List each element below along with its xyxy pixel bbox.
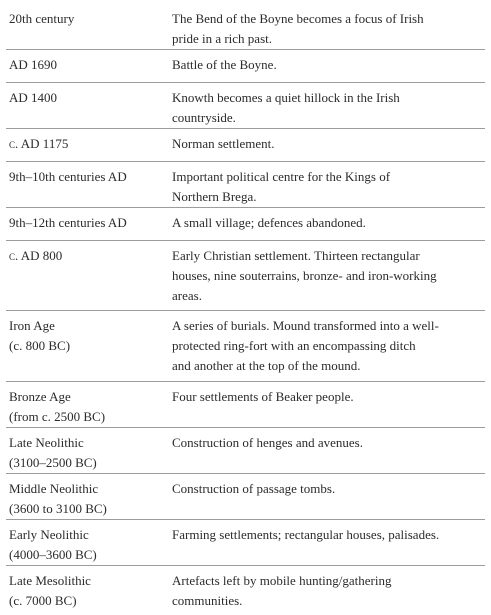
row-event [172,520,485,565]
date-line: Late Neolithic [9,435,84,450]
row-date [6,428,172,473]
event-line: and another at the top of the mound. [172,358,361,373]
timeline-row [6,566,485,612]
event-line: Norman settlement. [172,136,275,151]
date-line: (from c. 2500 BC) [9,409,106,424]
row-date [6,4,172,49]
timeline-row [6,382,485,428]
row-date [6,50,172,82]
date-line: (3100–2500 BC) [9,455,97,470]
row-date [6,566,172,612]
row-event [172,428,485,473]
event-line: areas. [172,288,202,303]
date-line: AD 1690 [9,57,58,72]
timeline-row [6,50,485,83]
event-line: Important political centre for the Kings of [172,169,391,184]
event-line: countryside. [172,110,236,125]
row-date [6,83,172,128]
row-date [6,208,172,240]
event-line: Artefacts left by mobile hunting/gathering [172,573,392,588]
timeline-row [6,83,485,129]
date-line: Middle Neolithic [9,481,99,496]
event-line: protected ring-fort with an encompassing ditch [172,338,416,353]
row-date [6,162,172,207]
date-line: (3600 to 3100 BC) [9,501,107,516]
row-event [172,241,485,310]
event-line: A series of burials. Mound transformed into a well- [172,318,439,333]
row-event [172,4,485,49]
date-line: (4000–3600 BC) [9,547,97,562]
row-date [6,382,172,427]
timeline-row [6,208,485,241]
event-line: communities. [172,593,243,608]
row-event [172,474,485,519]
event-line: Knowth becomes a quiet hillock in the Irish [172,90,400,105]
date-line: 20th century [9,11,75,26]
date-line: 9th–10th centuries AD [9,169,127,184]
timeline-row [6,162,485,208]
timeline-row [6,4,485,50]
timeline-row [6,474,485,520]
event-line: The Bend of the Boyne becomes a focus of Irish [172,11,424,26]
timeline-row [6,311,485,382]
date-line: Bronze Age [9,389,71,404]
event-line: Four settlements of Beaker people. [172,389,354,404]
timeline-row [6,241,485,311]
date-line: 9th–12th centuries AD [9,215,127,230]
event-line: Construction of passage tombs. [172,481,336,496]
event-line: pride in a rich past. [172,31,272,46]
row-event [172,162,485,207]
date-line: c. AD 1175 [9,136,69,151]
event-line: A small village; defences abandoned. [172,215,366,230]
row-event [172,83,485,128]
row-event [172,129,485,161]
date-line: Iron Age [9,318,55,333]
event-line: Farming settlements; rectangular houses, palisades. [172,527,440,542]
timeline-row [6,129,485,162]
event-line: Battle of the Boyne. [172,57,277,72]
date-line: (c. 7000 BC) [9,593,77,608]
date-line: AD 1400 [9,90,58,105]
row-date [6,129,172,161]
event-line: Construction of henges and avenues. [172,435,363,450]
date-line: (c. 800 BC) [9,338,71,353]
row-date [6,241,172,310]
row-event [172,50,485,82]
date-line: Late Mesolithic [9,573,91,588]
row-date [6,474,172,519]
row-event [172,311,485,381]
timeline-row [6,520,485,566]
row-event [172,208,485,240]
timeline-row [6,428,485,474]
date-line: c. AD 800 [9,248,63,263]
event-line: Northern Brega. [172,189,257,204]
row-event [172,382,485,427]
row-date [6,311,172,381]
row-event [172,566,485,612]
date-line: Early Neolithic [9,527,89,542]
event-line: Early Christian settlement. Thirteen rectangular [172,248,420,263]
event-line: houses, nine souterrains, bronze- and iron-working [172,268,437,283]
row-date [6,520,172,565]
